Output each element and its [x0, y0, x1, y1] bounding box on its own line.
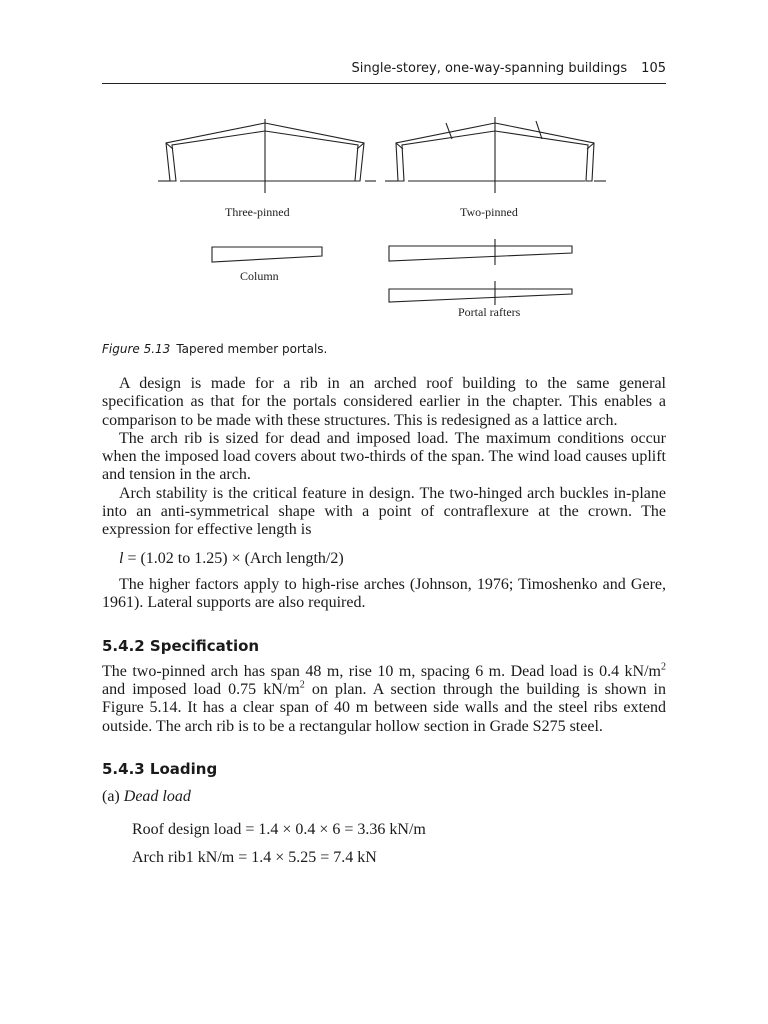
subsection-prefix: (a)	[102, 788, 124, 806]
portal-rafter-upper	[389, 239, 572, 265]
section-heading-specification: 5.4.2 Specification	[102, 636, 260, 655]
paragraph-intro-3: Arch stability is the critical feature in design. The two-hinged arch buckles in-plane into an anti-symmetrical shape with a point of contraflexure at the crown. The expression for effective length is	[102, 484, 666, 539]
two-pinned-portal	[385, 117, 606, 193]
figure-tapered-portals	[150, 105, 630, 330]
label-two-pinned: Two-pinned	[460, 205, 518, 219]
spec-sup-2: 2	[299, 679, 305, 691]
running-header	[102, 61, 666, 81]
three-pinned-portal	[158, 119, 376, 193]
spec-text-c: on plan. A section through the building is shown in Figure 5.14. It has a clear span of 40 m between side walls and the steel ribs extend outside. The arch rib is to be a rectangular hollow section in Grade S275 steel.	[102, 681, 666, 735]
formula-expression: = (1.02 to 1.25) × (Arch length/2)	[123, 549, 344, 567]
spec-sup-1: 2	[661, 661, 666, 673]
calc-roof-design-load: Roof design load = 1.4 × 0.4 × 6 = 3.36 kN/m	[132, 820, 426, 838]
figure-number: Figure 5.13	[102, 342, 171, 356]
spec-text-b: and imposed load 0.75 kN/m	[102, 681, 300, 699]
portal-diagram	[150, 105, 630, 330]
paragraph-specification	[102, 663, 666, 736]
portal-rafter-lower	[389, 281, 572, 305]
paragraph-intro-2: The arch rib is sized for dead and imposed load. The maximum conditions occur when the imposed load covers about two-thirds of the span. The wind load causes uplift and tension in the arch.	[102, 429, 666, 484]
label-three-pinned: Three-pinned	[225, 205, 290, 219]
body-text	[102, 375, 666, 867]
paragraph-intro-4: The higher factors apply to high-rise arches (Johnson, 1976; Timoshenko and Gere, 1961). Lateral supports are also required.	[102, 575, 666, 612]
figure-caption-text: Tapered member portals.	[176, 342, 328, 356]
subsection-dead-load	[102, 788, 666, 806]
header-rule	[102, 83, 666, 84]
page-number: 105	[641, 61, 666, 76]
figure-caption	[102, 342, 327, 356]
tapered-column	[212, 247, 322, 262]
subsection-title: Dead load	[123, 788, 191, 806]
calc-arch-rib: Arch rib1 kN/m = 1.4 × 5.25 = 7.4 kN	[132, 848, 377, 866]
formula-variable: l	[119, 549, 124, 567]
label-column: Column	[240, 269, 279, 283]
label-portal-rafters: Portal rafters	[458, 305, 521, 319]
section-heading-loading: 5.4.3 Loading	[102, 760, 218, 779]
paragraph-intro-1: A design is made for a rib in an arched roof building to the same general specification as that for the portals considered earlier in the chapter. This enables a comparison to be made with these structures. This is redesigned as a lattice arch.	[102, 375, 666, 429]
effective-length-formula	[119, 550, 666, 568]
running-title: Single-storey, one-way-spanning buildings	[351, 61, 628, 76]
spec-text-a: The two-pinned arch has span 48 m, rise 10 m, spacing 6 m. Dead load is 0.4 kN/m	[102, 662, 661, 680]
